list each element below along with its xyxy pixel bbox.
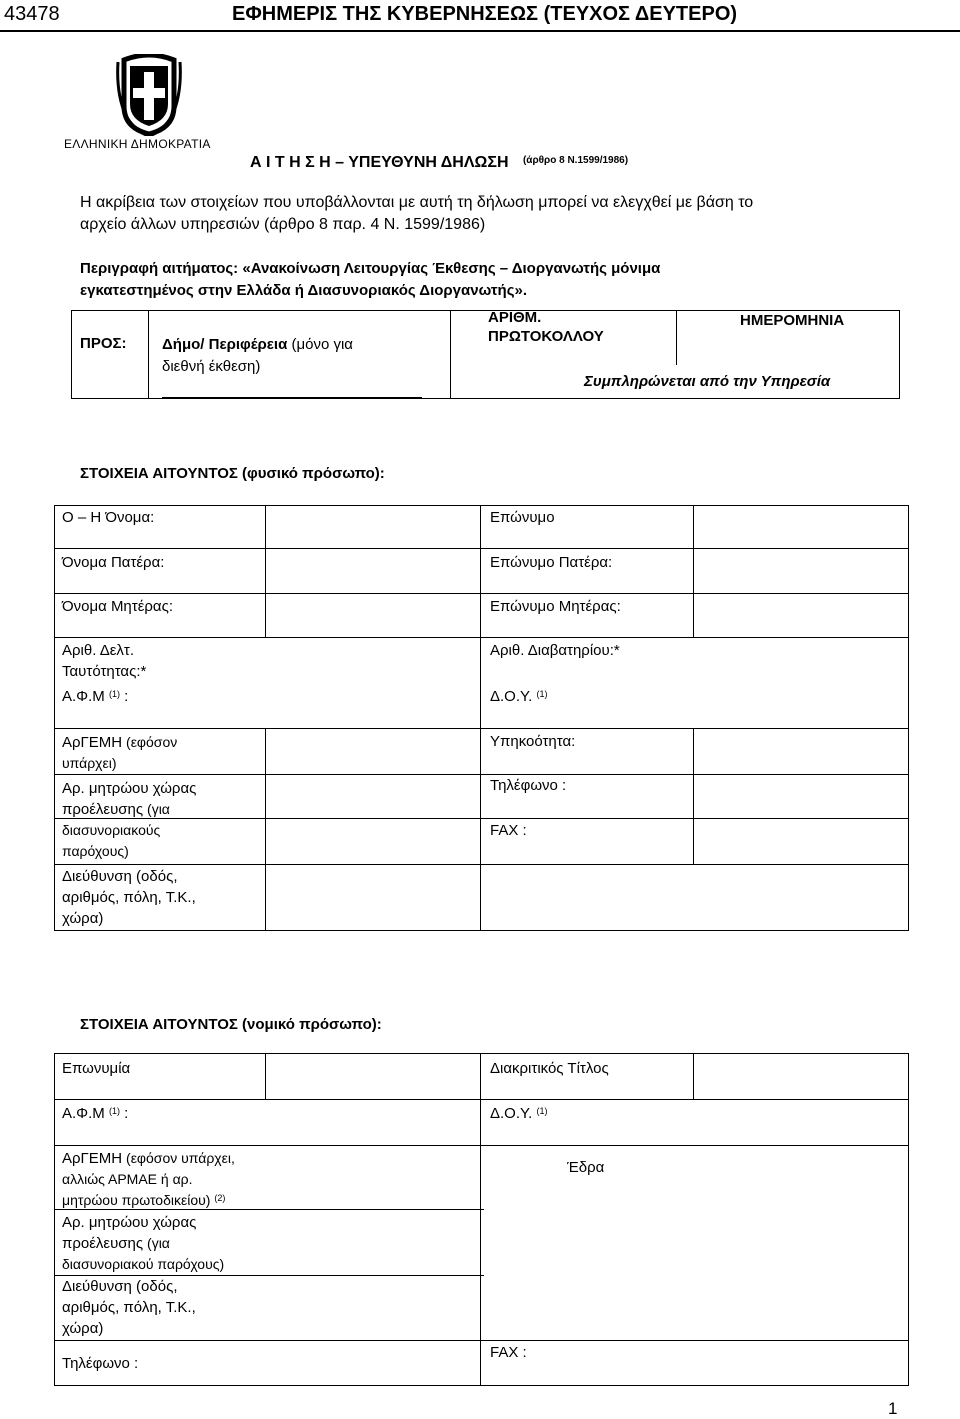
np-address-line-2: αριθμός, πόλη, Τ.Κ.,: [62, 889, 196, 906]
to-box-divider-3: [676, 310, 677, 365]
protocol-label-line-1: ΑΡΙΘΜ.: [488, 309, 542, 326]
np-father-name: Όνομα Πατέρα:: [62, 554, 165, 571]
np-mother-name: Όνομα Μητέρας:: [62, 598, 173, 615]
lp-gemi-line-3: μητρώου πρωτοδικείου): [62, 1192, 211, 1208]
lp-address-line-3: χώρα): [62, 1320, 104, 1337]
lp-afm: [62, 1103, 128, 1124]
np-registry-note: (για: [143, 801, 170, 817]
lp-fax: FAX :: [490, 1344, 527, 1361]
republic-caption: ΕΛΛΗΝΙΚΗ ΔΗΜΟΚΡΑΤΙΑ: [64, 137, 211, 151]
np-doy-footnote: (1): [536, 689, 548, 699]
np-grid-line: [693, 505, 694, 637]
np-registry-line-4: παρόχους): [62, 843, 129, 859]
lp-gemi-label: ΑρΓΕΜΗ: [62, 1150, 123, 1167]
np-address-line-3: χώρα): [62, 910, 104, 927]
natural-person-heading: ΣΤΟΙΧΕΙΑ ΑΙΤΟΥΝΤΟΣ (φυσικό πρόσωπο):: [80, 465, 385, 482]
to-box-divider-1: [148, 310, 149, 399]
lp-address: [62, 1276, 196, 1339]
np-phone: Τηλέφωνο :: [490, 777, 567, 794]
recipient: [162, 334, 353, 378]
np-grid-line: [480, 505, 481, 931]
np-address-line-1: Διεύθυνση (οδός,: [62, 868, 178, 885]
np-surname: Επώνυμο: [490, 509, 555, 526]
lp-grid-line: [54, 1385, 908, 1386]
np-grid-line: [54, 505, 55, 931]
intro-line-2: αρχείο άλλων υπηρεσιών (άρθρο 8 παρ. 4 Ν. 1599/1986): [80, 216, 486, 233]
title-main: Α Ι Τ Η Σ Η – ΥΠΕΥΘΥΝΗ ΔΗΛΩΣΗ: [250, 154, 509, 171]
title-law-ref: (άρθρο 8 Ν.1599/1986): [522, 155, 629, 166]
lp-gemi-footnote: (2): [214, 1193, 226, 1203]
np-grid-line: [54, 637, 908, 638]
np-grid-line: [54, 728, 908, 729]
document-title: [250, 154, 628, 172]
np-registry-line-2: προέλευσης: [62, 801, 144, 818]
lp-grid-line: [480, 1053, 481, 1386]
lp-doy-footnote: (1): [536, 1106, 548, 1116]
np-grid-line: [908, 505, 909, 931]
protocol-label-line-2: ΠΡΩΤΟΚΟΛΛΟΥ: [488, 328, 604, 345]
recipient-main: Δήμο/ Περιφέρεια: [162, 336, 288, 353]
lp-trade-title: Διακριτικός Τίτλος: [490, 1060, 609, 1077]
np-address: [62, 866, 196, 929]
np-registry: [62, 778, 196, 862]
lp-registry-line-2: προέλευσης: [62, 1235, 144, 1252]
np-doy: [490, 686, 547, 707]
lp-afm-footnote: (1): [108, 1106, 120, 1116]
lp-grid-line: [693, 1053, 694, 1099]
to-label: ΠΡΟΣ:: [80, 335, 127, 352]
gazette-page-number: 43478: [4, 3, 60, 25]
np-afm-label: Α.Φ.Μ: [62, 688, 105, 705]
np-afm: [62, 686, 128, 707]
lp-afm-colon: :: [119, 1105, 129, 1122]
lp-doy: [490, 1103, 547, 1124]
lp-grid-line: [54, 1099, 908, 1100]
lp-gemi-note: (εφόσον υπάρχει,: [122, 1150, 235, 1166]
np-gemi-line-2: υπάρχει): [62, 755, 117, 771]
recipient-underline: [162, 397, 422, 399]
np-grid-line: [54, 774, 908, 775]
filled-by-service: Συμπληρώνεται από την Υπηρεσία: [584, 373, 831, 390]
lp-registry-line-1: Αρ. μητρώου χώρας: [62, 1214, 197, 1231]
protocol-number-label: [488, 308, 604, 346]
np-father-surname: Επώνυμο Πατέρα:: [490, 554, 613, 571]
lp-registry: [62, 1212, 224, 1275]
np-mother-surname: Επώνυμο Μητέρας:: [490, 598, 621, 615]
lp-seat: Έδρα: [567, 1159, 605, 1176]
gazette-title: ΕΦΗΜΕΡΙΣ ΤΗΣ ΚΥΒΕΡΝΗΣΕΩΣ (ΤΕΥΧΟΣ ΔΕΥΤΕΡΟ): [232, 3, 738, 25]
lp-grid-line: [908, 1053, 909, 1386]
lp-address-line-2: αριθμός, πόλη, Τ.Κ.,: [62, 1299, 196, 1316]
np-gemi: [62, 732, 177, 774]
np-id-line-2: Ταυτότητας:*: [62, 663, 147, 680]
np-id-line-1: Αριθ. Δελτ.: [62, 642, 135, 659]
np-grid-line: [265, 505, 266, 637]
date-label: ΗΜΕΡΟΜΗΝΙΑ: [740, 312, 845, 329]
header-rule: [0, 30, 960, 32]
np-grid-line: [54, 505, 908, 506]
lp-doy-label: Δ.Ο.Υ.: [490, 1105, 533, 1122]
greek-republic-emblem-icon: [116, 54, 182, 136]
np-grid-line: [54, 930, 908, 931]
np-grid-line: [54, 548, 908, 549]
np-grid-line: [54, 864, 908, 865]
recipient-note-2: διεθνή έκθεση): [162, 358, 261, 375]
lp-afm-label: Α.Φ.Μ: [62, 1105, 105, 1122]
np-grid-line: [693, 728, 694, 865]
lp-company-name: Επωνυμία: [62, 1060, 131, 1077]
intro-paragraph: [80, 192, 910, 236]
request-description-line-1: Περιγραφή αιτήματος: «Ανακοίνωση Λειτουργίας Έκθεσης – Διοργανωτής μόνιμα: [80, 260, 661, 277]
np-gemi-label: ΑρΓΕΜΗ: [62, 734, 123, 751]
lp-gemi-line-2: αλλιώς ΑΡΜΑΕ ή αρ.: [62, 1171, 193, 1187]
lp-phone: Τηλέφωνο :: [62, 1355, 139, 1372]
lp-registry-line-3: διασυνοριακού παρόχους): [62, 1256, 225, 1272]
to-box-divider-2: [450, 310, 451, 399]
lp-grid-line: [54, 1145, 908, 1146]
lp-grid-line: [265, 1053, 266, 1099]
intro-line-1: Η ακρίβεια των στοιχείων που υποβάλλονται με αυτή τη δήλωση μπορεί να ελεγχθεί με βάση το: [80, 194, 754, 211]
request-description-line-2: εγκατεστημένος στην Ελλάδα ή Διασυνοριακός Διοργανωτής».: [80, 282, 528, 299]
lp-gemi: [62, 1148, 235, 1211]
np-first-name: Ο – Η Όνομα:: [62, 509, 155, 526]
recipient-note-1: (μόνο για: [287, 336, 353, 353]
np-grid-line: [54, 593, 908, 594]
np-doy-label: Δ.Ο.Υ.: [490, 688, 533, 705]
np-registry-line-1: Αρ. μητρώου χώρας: [62, 780, 197, 797]
np-fax: FAX :: [490, 822, 527, 839]
np-afm-footnote: (1): [108, 689, 120, 699]
np-afm-colon: :: [119, 688, 129, 705]
to-box-right: [899, 310, 900, 399]
np-nationality: Υπηκοότητα:: [490, 733, 576, 750]
np-grid-line: [265, 728, 266, 930]
np-registry-line-3: διασυνοριακούς: [62, 822, 161, 838]
footer-page-number: 1: [888, 1399, 898, 1418]
np-id-number: [62, 640, 146, 682]
lp-registry-note: (για: [143, 1235, 170, 1251]
request-description: [80, 258, 910, 302]
to-box-left: [71, 310, 72, 399]
lp-grid-line: [54, 1053, 908, 1054]
lp-address-line-1: Διεύθυνση (οδός,: [62, 1278, 178, 1295]
np-gemi-note: (εφόσον: [122, 734, 178, 750]
np-passport: Αριθ. Διαβατηρίου:*: [490, 642, 620, 659]
legal-person-heading: ΣΤΟΙΧΕΙΑ ΑΙΤΟΥΝΤΟΣ (νομικό πρόσωπο):: [80, 1016, 382, 1033]
lp-grid-line: [54, 1053, 55, 1386]
lp-grid-line: [54, 1340, 908, 1341]
